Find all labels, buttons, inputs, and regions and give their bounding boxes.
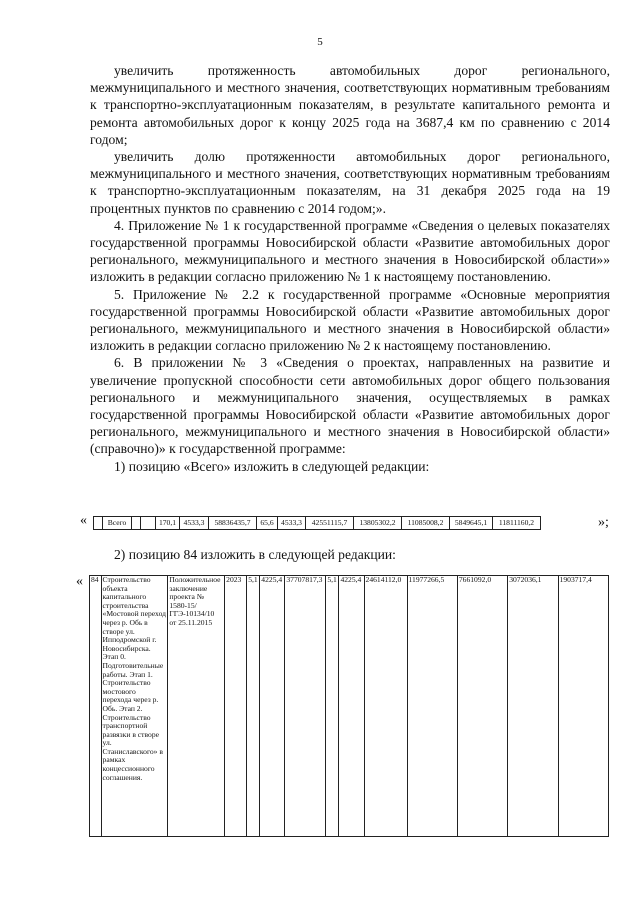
paragraph-4: 5. Приложение № 2.2 к государственной программе «Основные мероприятия государственной программы Новосибирской области «Развитие автомобильных дорог регионального, межмуниципального и местного значения в Новосибирской области» изложить в редакции согласно приложению № 2 к настоящему постановлению. xyxy=(90,286,610,354)
total-table xyxy=(93,516,541,530)
row84-value: 2023 xyxy=(225,576,247,837)
row84-expertise: Положительное заключение проекта № 1580-15/ГГЭ-10134/10 от 25.11.2015 xyxy=(168,576,225,837)
total-cell xyxy=(132,517,141,530)
row84-value: 24614112,0 xyxy=(364,576,407,837)
row84-value: 11977266,5 xyxy=(407,576,457,837)
total-row xyxy=(94,517,541,530)
row84-value: 5,1 xyxy=(247,576,260,837)
total-cell: 170,1 xyxy=(156,517,180,530)
paragraph-6: 1) позицию «Всего» изложить в следующей редакции: xyxy=(114,458,430,474)
total-cell: 4533,3 xyxy=(180,517,209,530)
paragraph-5: 6. В приложении № 3 «Сведения о проектах, направленных на развитие и увеличение пропускной способности сети автомобильных дорог общего пользования регионального и межмуниципального значения, осуществляемых в рамках государственной программы Новосибирской области «Развитие автомобильных дорог регионального, межмуниципального и местного значения в Новосибирской области» (справочно)» к государственной программе: xyxy=(90,355,610,457)
paragraph-3: 4. Приложение № 1 к государственной программе «Сведения о целевых показателях государственной программы Новосибирской области «Развитие автомобильных дорог регионального, межмуниципального и местного значения в Новосибирской области»» изложить в редакции согласно приложению № 1 к настоящему постановлению. xyxy=(90,217,610,285)
total-cell: 11085008,2 xyxy=(402,517,450,530)
page-number: 5 xyxy=(317,36,323,48)
row84-value: 7661092,0 xyxy=(457,576,507,837)
row84-number: 84 xyxy=(90,576,102,837)
total-cell: 42551115,7 xyxy=(306,517,354,530)
row84-table xyxy=(89,575,609,837)
paragraph-2: увеличить долю протяженности автомобильных дорог регионального, межмуниципального и местного значения, соответствующих нормативным требованиям к транспортно-эксплуатационным показателям, на 31 декабря 2025 года на 19 процентных пунктов по сравнению с 2014 годом;». xyxy=(90,149,610,216)
paragraph-1: увеличить протяженность автомобильных дорог регионального, межмуниципального и местного значения, соответствующих нормативным требованиям к транспортно-эксплуатационным показателям, в результате капитального ремонта и ремонта автомобильных дорог к концу 2025 года на 3687,4 км по сравнению с 2014 годом; xyxy=(90,63,610,147)
row84-row xyxy=(90,576,609,837)
total-cell: 4533,3 xyxy=(278,517,306,530)
total-cell: 65,6 xyxy=(257,517,278,530)
row84-value: 3072036,1 xyxy=(508,576,558,837)
row84-value: 4225,4 xyxy=(339,576,364,837)
total-cell: 58836435,7 xyxy=(209,517,257,530)
total-close-quote: »; xyxy=(598,515,609,530)
total-open-quote: « xyxy=(80,513,87,528)
row84-object-name: Строительство объекта капитального строительства «Мостовой переход через р. Обь в створе ул. Ипподромской г. Новосибирска. Этап 0. Подготовительные работы. Этап 1. Строительство мостового перехода через р. Обь. Этап 2. Строительство транспортной развязки в створе ул. Станиславского» в рамках концессионного соглашения. xyxy=(101,576,168,837)
row84-open-quote: « xyxy=(76,574,83,589)
row84-value: 1903717,4 xyxy=(558,576,608,837)
document-body xyxy=(90,62,610,475)
row84-value: 5,1 xyxy=(326,576,339,837)
total-cell: 13805302,2 xyxy=(354,517,402,530)
row84-value: 37707817,3 xyxy=(285,576,326,837)
row84-value: 4225,4 xyxy=(260,576,285,837)
total-cell: Всего xyxy=(103,517,132,530)
total-cell xyxy=(141,517,156,530)
total-cell: 5849645,1 xyxy=(450,517,493,530)
item-2-label: 2) позицию 84 изложить в следующей редакции: xyxy=(114,547,396,562)
total-cell xyxy=(94,517,103,530)
total-cell: 11811160,2 xyxy=(493,517,541,530)
